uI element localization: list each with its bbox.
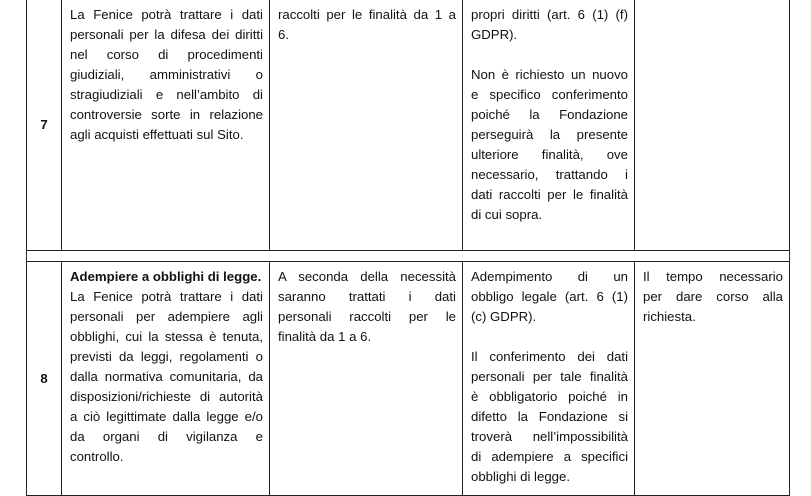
table-row — [27, 262, 790, 496]
data-categories-cell — [270, 0, 463, 251]
text-line: per dare corso alla — [643, 289, 783, 304]
text-line: è obbligatorio poiché in — [471, 389, 628, 404]
legal-basis-cell — [463, 0, 635, 251]
text-line: obblighi, cui la stessa è tenuta, — [70, 329, 263, 344]
legal-basis-cell — [463, 262, 635, 496]
text-line: difetto la Fondazione si — [471, 409, 628, 424]
text-line: finalità da 1 a 6. — [278, 329, 372, 344]
retention-cell — [635, 262, 790, 496]
purpose-title: Adempiere a obblighi di legge. — [70, 269, 262, 284]
text-line: Il conferimento dei dati — [471, 349, 628, 364]
text-line: previsti da leggi, regolamenti o — [70, 349, 263, 364]
text-line: stragiudiziali e nell’ambito di — [70, 87, 263, 102]
text-line: giudiziali, amministrativi o — [70, 67, 263, 82]
text-line: da organi di vigilanza e — [70, 429, 263, 444]
text-line: saranno trattati i dati — [278, 289, 456, 304]
text-line: agli acquisti effettuati sul Sito. — [70, 127, 244, 142]
text-line: dati raccolti per le finalità — [471, 187, 628, 202]
text-line: Il tempo necessario — [643, 269, 783, 284]
text-line: personali per la difesa dei diritti — [70, 27, 263, 42]
text-line: troverà nell’impossibilità — [471, 429, 628, 444]
text-line: nel corso di procedimenti — [70, 47, 263, 62]
text-line: controversie sorte in relazione — [70, 107, 263, 122]
text-line: personali per adempiere agli — [70, 309, 263, 324]
table-row — [27, 0, 790, 251]
purpose-cell — [62, 262, 270, 496]
text-line: raccolti per le finalità da 1 a — [278, 7, 456, 22]
row-number-cell — [27, 0, 62, 251]
text-line: 6. — [278, 27, 289, 42]
text-line: a ciò legittimate dalla legge e/o — [70, 409, 263, 424]
text-line: necessario, trattando i — [471, 167, 628, 182]
purpose-cell — [62, 0, 270, 251]
text-line: A seconda della necessità — [278, 269, 456, 284]
text-line: (c) GDPR). — [471, 309, 537, 324]
text-line: ulteriore finalità, ove — [471, 147, 628, 162]
text-line: GDPR). — [471, 27, 518, 42]
text-line: di adempiere a specifici — [471, 449, 628, 464]
text-line: propri diritti (art. 6 (1) (f) — [471, 7, 628, 22]
row-number: 8 — [40, 370, 48, 386]
text-line: Adempimento di un — [471, 269, 628, 284]
data-categories-cell — [270, 262, 463, 496]
text-line: di cui sopra. — [471, 207, 543, 222]
row-number-cell — [27, 262, 62, 496]
text-line: disposizioni/richieste di autorità — [70, 389, 263, 404]
text-line: e specifico conferimento — [471, 87, 628, 102]
text-line: personali raccolti per le — [278, 309, 456, 324]
text-line: poiché la Fondazione — [471, 107, 628, 122]
row-number: 7 — [40, 117, 48, 132]
text-line: personali per tale finalità — [471, 369, 628, 384]
row-separator — [27, 251, 790, 262]
text-line: dalla normativa comunitaria, da — [70, 369, 263, 384]
retention-cell — [635, 0, 790, 251]
privacy-processing-table — [26, 0, 790, 496]
text-line: Non è richiesto un nuovo — [471, 67, 628, 82]
text-line: obblighi di legge. — [471, 469, 570, 484]
text-line: La Fenice potrà trattare i dati — [70, 289, 263, 304]
text-line: controllo. — [70, 449, 124, 464]
text-line: La Fenice potrà trattare i dati — [70, 7, 263, 22]
text-line: richiesta. — [643, 309, 696, 324]
text-line: perseguirà la presente — [471, 127, 628, 142]
text-line: obbligo legale (art. 6 (1) — [471, 289, 628, 304]
